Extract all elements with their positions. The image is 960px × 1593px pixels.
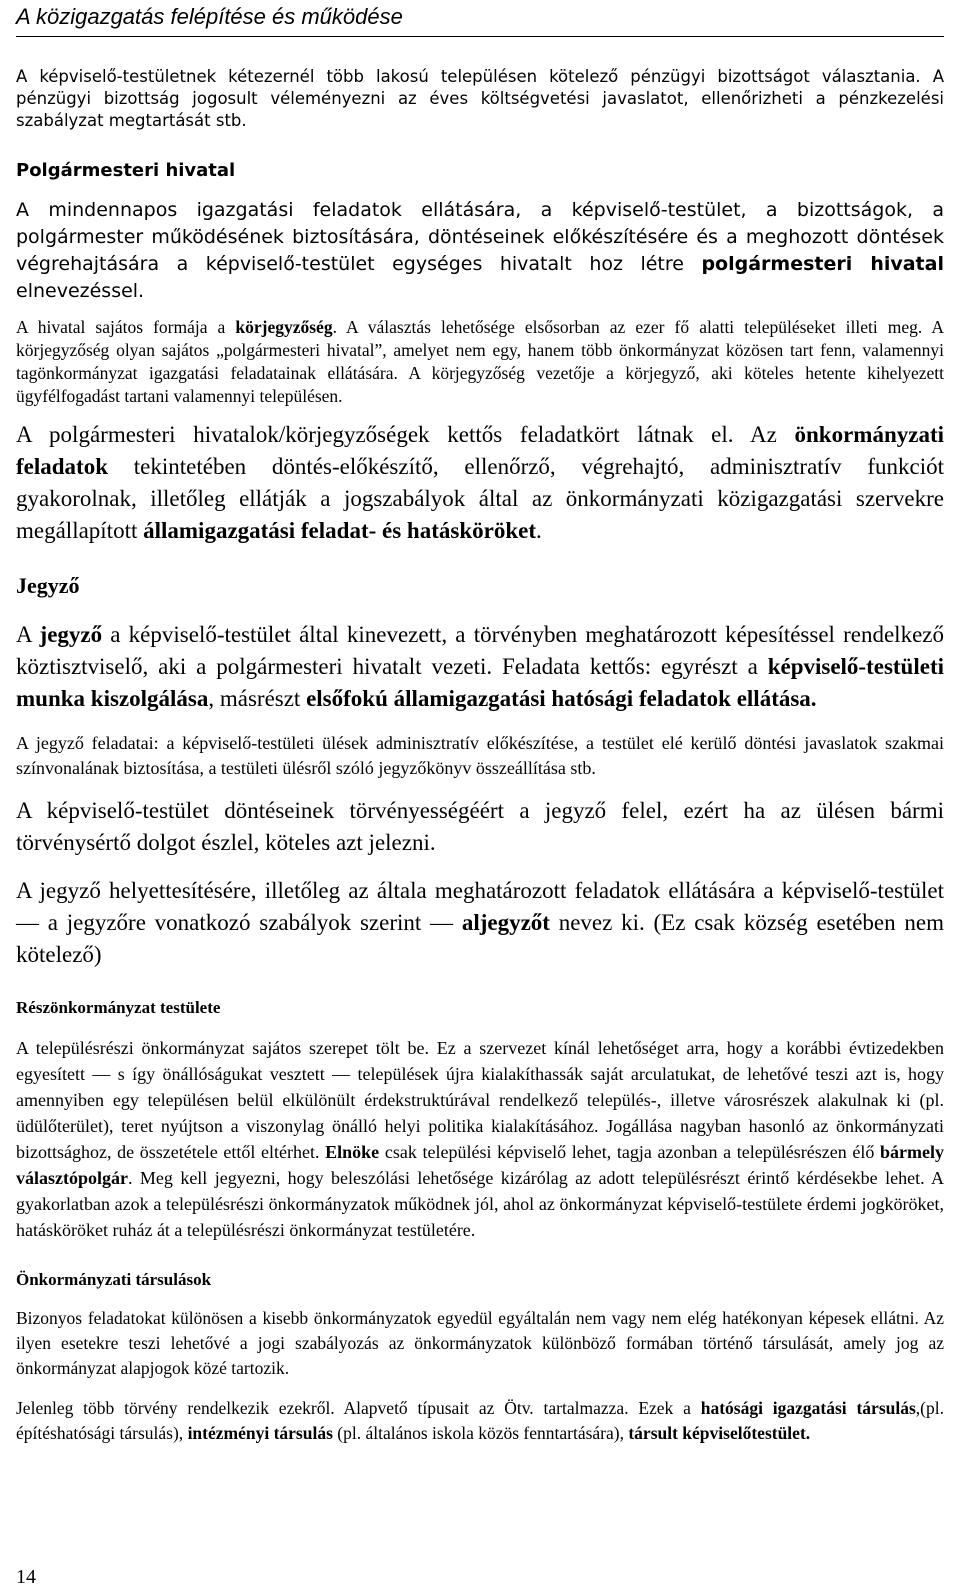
text-run: A <box>16 622 40 647</box>
page-number: 14 <box>16 1566 36 1588</box>
text-run: (pl. általános iskola közös fenntartására), <box>332 1423 629 1443</box>
bold-term: bármely választópolgár <box>16 1142 944 1188</box>
paragraph-tarsulasok: Bizonyos feladatokat különösen a kisebb önkormányzatok egyedül egyáltalán nem vagy nem elég hatékonyan képesek ellátni. Az ilyen esetekre teszi lehetővé a jogi szabályozás az önkormányzatok különböző formában történő társulását, amely jog az önkormányzat alapjogok közé tartozik. <box>16 1308 944 1378</box>
paragraph-jegyzo-feladatai: A jegyző feladatai: a képviselő-testületi ülések adminisztratív előkészítése, a testület elé kerülő döntési javaslatok szakmai színvonalának biztosítása, a testületi ülésről szóló jegyzőkönyv összeállítása stb. <box>16 733 944 778</box>
bold-term: intézményi társulás <box>187 1423 333 1443</box>
text-run: , másrészt <box>208 686 307 711</box>
text-run: elnevezéssel. <box>16 280 145 302</box>
bold-term: elsőfokú államigazgatási hatósági feladatok ellátása. <box>306 686 817 711</box>
text-run: A mindennapos igazgatási feladatok ellátására, a képviselő-testület, a bizottságok, a polgármester működésének biztosítására, döntéseinek előkészítésére és a meghozott döntések végrehajtására a képviselő-testület egységes hivatalt hoz létre <box>16 199 944 275</box>
text-run: tekintetében döntés-előkészítő, ellenőrző, végrehajtó, adminisztratív funkciót gyakorolnak, illetőleg ellátják a jogszabályok által az önkormányzati közigazgatási szervekre megállapított <box>16 454 944 543</box>
text-run: nevez ki. (Ez csak község esetében nem kötelező) <box>16 910 944 967</box>
running-header-title: A közigazgatás felépítése és működése <box>16 4 403 29</box>
text-run: A polgármesteri hivatalok/körjegyzőségek kettős feladatkört látnak el. Az <box>16 422 795 447</box>
bold-term: társult képviselőtestület. <box>628 1423 811 1443</box>
text-run: A jegyző helyettesítésére, illetőleg az általa meghatározott feladatok ellátására a képviselő-testület — a jegyzőre vonatkozó szabályok szerint — <box>16 878 944 935</box>
bold-term: képviselő-testületi munka kiszolgálása <box>16 654 944 711</box>
text-run: . Meg kell jegyezni, hogy beleszólási lehetősége kizárólag az adott településrészt érintő kérdésekbe lehet. A gyakorlatban azok a településrészi önkormányzatok működnek jól, ahol az önkormányzat képviselő-testülete érdemi jogköröket, hatásköröket ruház át a településrészi önkormányzat testületére. <box>16 1168 944 1240</box>
paragraph-penzugyi-bizottsag: A képviselő-testületnek kétezernél több lakosú településen kötelező pénzügyi bizottságot választania. A pénzügyi bizottság jogosult véleményezni az éves költségvetési javaslatot, ellenőrizheti a pénzkezelési szabályzat megtartását stb. <box>16 67 944 130</box>
bold-term: önkormányzati feladatok <box>16 422 944 479</box>
paragraph-torvenyesseg: A képviselő-testület döntéseinek törvényességéért a jegyző felel, ezért ha az ülésen bármi törvénysértő dolgot észlel, köteles azt jelezni. <box>16 798 944 855</box>
text-run: ,(pl. építéshatósági társulás), <box>16 1398 944 1443</box>
bold-term: polgármesteri hivatal <box>701 253 944 275</box>
bold-term: hatósági igazgatási társulás <box>700 1398 916 1418</box>
paragraph-jegyzo <box>16 619 944 715</box>
text-run: A településrészi önkormányzat sajátos szerepet tölt be. Ez a szervezet kínál lehetőséget arra, hogy a korábbi évtizedekben egyesített — s így önállóságukat vesztett — települések újra kialakíthassák saját arculatukat, de lehetővé teszi azt is, hogy amennyiben egy településen belül elkülönült érdekstruktúrával rendelkező település-, illetve városrészek alakulnak ki (pl. üdülőterület), teret nyújtson a viszonylag önálló helyi politika kialakításához. Jogállása nagyban hasonló az önkormányzati bizottsághoz, de összetétele ettől eltérhet. <box>16 1038 944 1162</box>
paragraph-tarsulas-tipusok <box>16 1396 944 1446</box>
heading-reszonkormanyzat: Részönkormányzat testülete <box>16 998 221 1017</box>
bold-term: körjegyzőség <box>235 317 333 337</box>
text-run: csak települési képviselő lehet, tagja azonban a településrészen élő <box>379 1142 881 1162</box>
paragraph-reszonkormanyzat <box>16 1035 944 1243</box>
bold-term: államigazgatási feladat- és hatásköröket <box>143 518 536 543</box>
text-run: . <box>536 518 542 543</box>
page-header <box>16 0 944 37</box>
heading-polgarmesteri-hivatal: Polgármesteri hivatal <box>16 160 236 181</box>
text-run: a képviselő-testület által kinevezett, a törvényben meghatározott képesítéssel rendelkező köztisztviselő, aki a polgármesteri hivatalt vezeti. Feladata kettős: egyrészt a <box>16 622 944 679</box>
paragraph-polgarmesteri-hivatal <box>16 197 944 305</box>
text-run: Jelenleg több törvény rendelkezik ezekről. Alapvető típusait az Ötv. tartalmazza. Ezek a <box>16 1398 701 1418</box>
paragraph-kettos-feladatkor <box>16 419 944 547</box>
bold-term: Elnöke <box>325 1142 380 1162</box>
heading-jegyzo: Jegyző <box>16 573 80 598</box>
paragraph-aljegyzo <box>16 875 944 971</box>
text-run: A hivatal sajátos formája a <box>16 317 236 337</box>
text-run: . A választás lehetősége elsősorban az ezer fő alatti településeket illeti meg. A körjegyzőség olyan sajátos „polgármesteri hivatal”, amelyet nem egy, hanem több önkormányzat közösen tart fenn, valamennyi tagönkormányzat igazgatási feladatainak ellátására. A körjegyzőség vezetője a körjegyző, aki köteles hetente kihelyezett ügyfélfogadást tartani valamennyi településen. <box>16 317 944 406</box>
paragraph-korjegyzoseg <box>16 316 944 408</box>
document-body <box>16 66 944 1446</box>
heading-tarsulasok: Önkormányzati társulások <box>16 1270 212 1289</box>
bold-term: aljegyzőt <box>461 910 550 935</box>
bold-term: jegyző <box>39 622 103 647</box>
